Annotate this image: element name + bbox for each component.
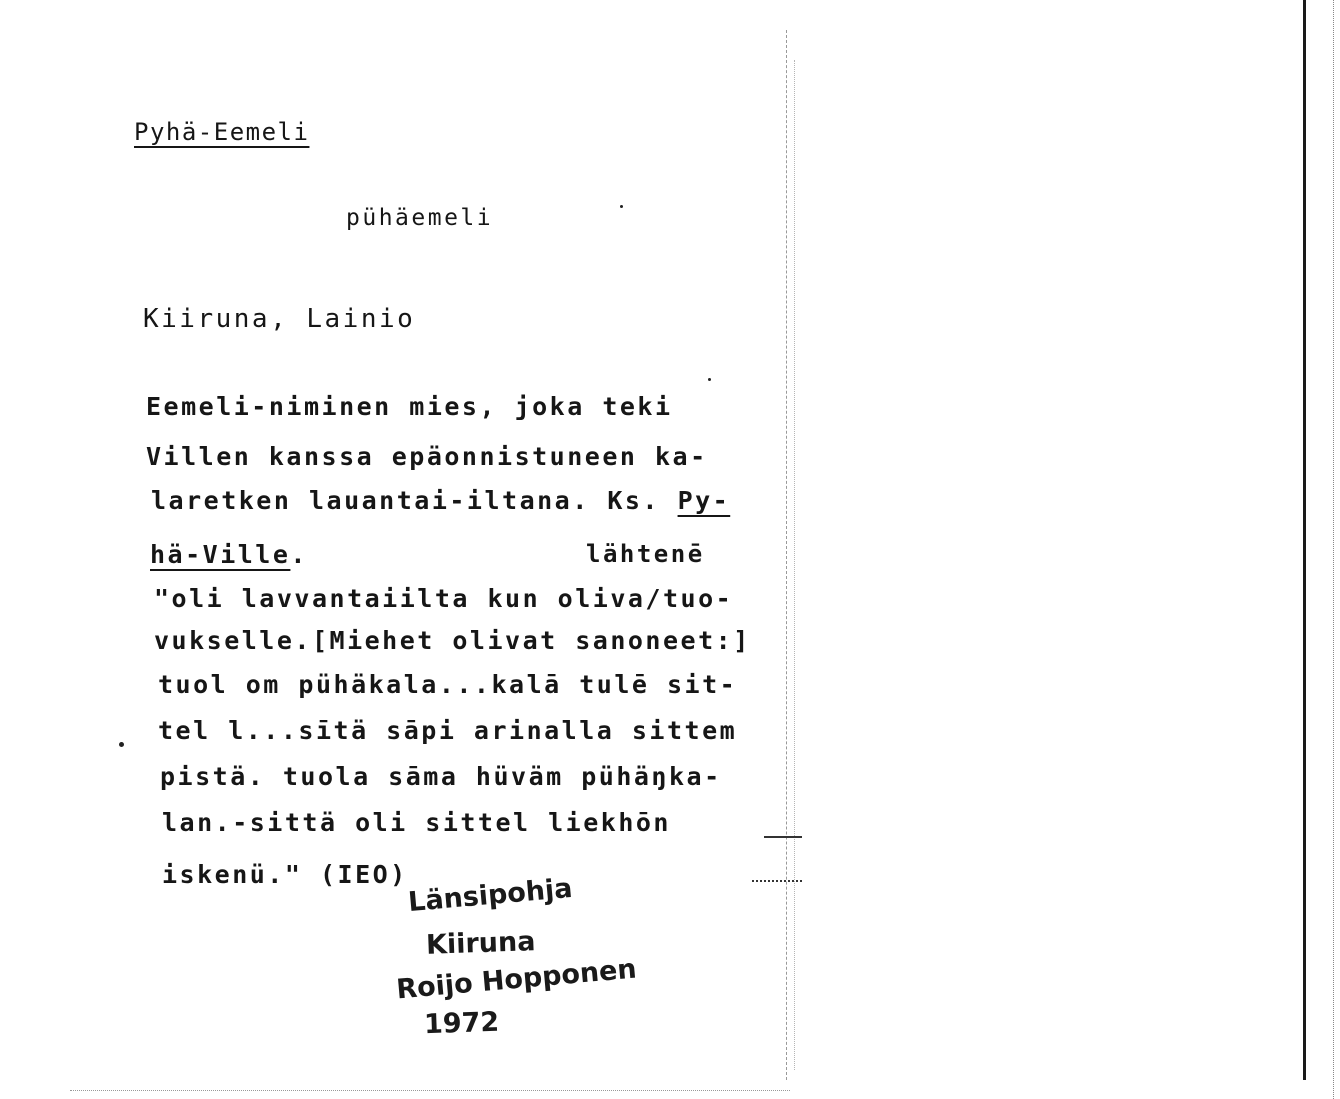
cross-reference-start: Py- [677,486,731,515]
scan-bottom-edge [70,1090,790,1091]
stamp-year: 1972 [423,1006,500,1041]
handwritten-insertion: lähtenē [586,540,705,568]
card-edge-line [1303,0,1306,1080]
edge-tick [764,836,802,838]
stamp-collector: Roijo Hopponen [395,953,638,1006]
body-line-6: vukselle.[Miehet olivat sanoneet:] [154,626,751,655]
stamp-region: Länsipohja [406,872,574,919]
body-line-5: "oli lavvantaiilta kun oliva/tuo- [154,584,734,613]
cross-reference-end: hä-Ville [150,540,291,569]
body-line-11: iskenü." (IEO) [162,860,408,889]
body-line-7: tuol om pühäkala...kalā tulē sit- [158,670,738,699]
phonetic-form: pühäemeli [346,205,494,231]
scan-edge-line [1333,0,1334,1099]
speck-mark [708,378,711,381]
edge-tick [752,880,802,882]
margin-dot [119,742,124,747]
body-line-4 [150,540,308,569]
speck-mark [620,205,623,208]
stamp-place: Kiiruna [425,926,536,961]
cross-reference-period: . [290,540,308,569]
fold-line [786,30,787,1080]
fold-line [794,60,795,1070]
body-line-3 [151,486,730,515]
body-line-10: lan.-sittä oli sittel liekhōn [162,808,671,837]
body-line-2: Villen kanssa epäonnistuneen ka- [146,442,708,471]
body-line-9: pistä. tuola sāma hüväm pühäŋka- [160,762,722,791]
collection-place: Kiiruna, Lainio [143,304,416,334]
body-line-8: tel l...sītä sāpi arinalla sittem [158,716,738,745]
body-line-3-text: laretken lauantai-iltana. Ks. [151,486,660,515]
body-line-1: Eemeli-niminen mies, joka teki [146,392,673,421]
entry-title: Pyhä-Eemeli [134,118,310,146]
